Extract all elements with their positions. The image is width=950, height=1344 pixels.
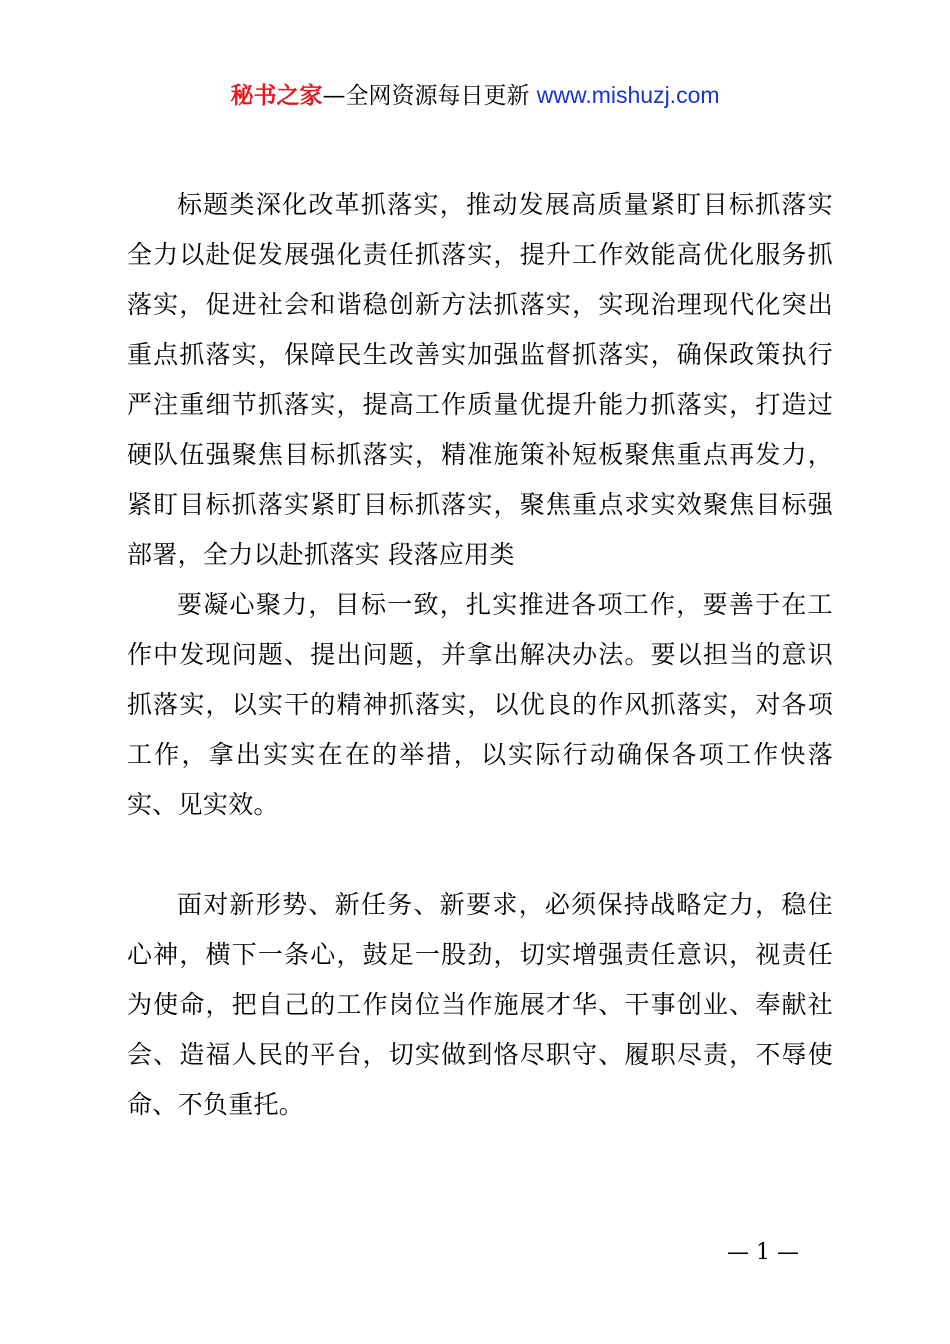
paragraph-2: 要凝心聚力，目标一致，扎实推进各项工作，要善于在工作中发现问题、提出问题，并拿出解决办法。要以担当的意识抓落实，以实干的精神抓落实，以优良的作风抓落实，对各项工作，拿出实实在在的举措，以实际行动确保各项工作快落实、见实效。 [127,590,833,819]
page-number: — 1 — [727,1240,799,1265]
paragraph-1: 标题类深化改革抓落实，推动发展高质量紧盯目标抓落实全力以赴促发展强化责任抓落实，提升工作效能高优化服务抓落实，促进社会和谐稳创新方法抓落实，实现治理现代化突出重点抓落实，保障民生改善实加强监督抓落实，确保政策执行严注重细节抓落实，提高工作质量优提升能力抓落实，打造过硬队伍强聚焦目标抓落实，精准施策补短板聚焦重点再发力，紧盯目标抓落实紧盯目标抓落实，聚焦重点求实效聚焦目标强部署，全力以赴抓落实 段落应用类 [127,190,833,569]
website-link[interactable]: www.mishuzj.com [536,82,720,108]
paragraph-3: 面对新形势、新任务、新要求，必须保持战略定力，稳住心神，横下一条心，鼓足一股劲，切实增强责任意识，视责任为使命，把自己的工作岗位当作施展才华、干事创业、奉献社会、造福人民的平台，切实做到恪尽职守、履职尽责，不辱使命、不负重托。 [127,890,833,1119]
header-tagline: —全网资源每日更新 [322,83,530,109]
paragraph-spacer [127,830,833,880]
brand-name: 秘书之家 [230,83,323,109]
page-header [0,78,950,113]
document-body [127,180,833,1130]
